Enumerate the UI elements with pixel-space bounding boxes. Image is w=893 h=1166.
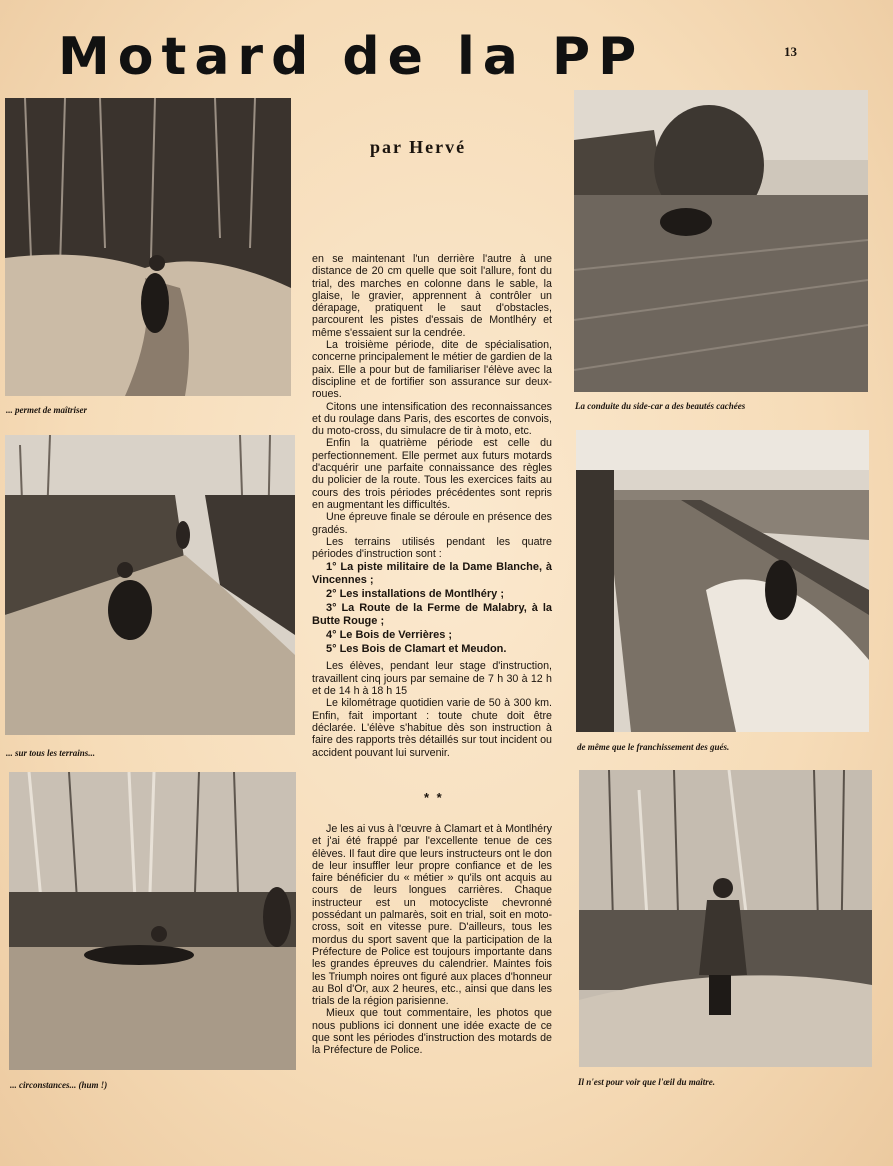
article-paragraph: en se maintenant l'un derrière l'autre à une distance de 20 cm quelle que soit l'allure, font du trial, des marches en colonne dans le sable, la glaise, le gravier, apprennent à contrôler un dérapage, pratiquent le saut d'obstacles, parcourent les pistes d'essais de Montlhéry et même s'essaient sur la cendrée. <box>312 253 552 339</box>
section-separator: * * <box>424 790 444 805</box>
caption-photo-2: ... sur tous les terrains... <box>6 748 96 758</box>
photo-fallen-motorcycle <box>9 772 296 1070</box>
terrain-list-item: 5° Les Bois de Clamart et Meudon. <box>326 643 507 656</box>
photo-ford-crossing <box>576 430 869 732</box>
article-column-top <box>312 253 552 759</box>
caption-photo-3: ... circonstances... (hum !) <box>10 1080 108 1090</box>
terrain-list-item: 2° Les installations de Montlhéry ; <box>326 588 504 601</box>
article-paragraph: Je les ai vus à l'œuvre à Clamart et à Montlhéry et j'ai été frappé par l'excellente tenue de ces élèves. Il faut dire que leurs instructeurs ont le don de leur insuffler leur propre confiance et de les faire bénéficier du « métier » qu'ils ont acquis au cours de leurs longues carrières. Chaque instructeur est un motocycliste chevronné possédant un palmarès, soit en trial, soit en moto-cross, soit en vitesse pure. D'ailleurs, tous les mordus du sport savent que la participation de la Préfecture de Police est toujours importante dans les grandes épreuves du calendrier. Maintes fois les Triumph noires ont figuré aux places d'honneur au Bol d'Or, aux 2 heures, etc., ainsi que dans les trials de la région parisienne. <box>312 823 552 1008</box>
byline: par Hervé <box>370 137 467 157</box>
article-column-bottom <box>312 823 552 1057</box>
article-paragraph: Les terrains utilisés pendant les quatre périodes d'instruction sont : <box>312 535 552 561</box>
terrain-list-item: 3° La Route de la Ferme de Malabry, à la Butte Rouge ; <box>312 602 552 628</box>
article-paragraph: Enfin la quatrième période est celle du perfectionnement. Elle permet aux futurs motards d'acquérir une parfaite connaissance des règles du policier de la route. Tous les exercices faits au cours des trois périodes précédentes sont repris en augmentant les difficultés. <box>312 437 552 511</box>
caption-photo-6: Il n'est pour voir que l'œil du maître. <box>578 1077 716 1087</box>
article-paragraph: La troisième période, dite de spécialisation, concerne principalement le métier de gardien de la paix. Elle a pour but de familiariser l'élève avec la discipline et de fortifier son assurance sur deux-roues. <box>312 339 553 401</box>
terrain-list-item: 4° Le Bois de Verrières ; <box>326 629 453 642</box>
photo-instructor-standing <box>579 770 872 1067</box>
photo-rider-sand-pit <box>5 98 291 396</box>
article-paragraph: Une épreuve finale se déroule en présence des gradés. <box>312 511 552 536</box>
article-paragraph: Le kilométrage quotidien varie de 50 à 300 km. Enfin, fait important : toute chute doit être déclarée. L'élève s'habitue dès son instruction à faire des rapports très détaillés sur tout incident ou accident pouvant lui survenir. <box>312 697 552 759</box>
page-title: Motard de la PP <box>58 27 645 87</box>
caption-photo-4: La conduite du side-car a des beautés cachées <box>575 401 746 411</box>
photo-riders-trail <box>5 435 295 735</box>
page-number: 13 <box>784 44 797 59</box>
article-paragraph: Les élèves, pendant leur stage d'instruction, travaillent cinq jours par semaine de 7 h 30 à 12 h et de 14 h à 18 h 15 <box>312 660 552 698</box>
terrain-list-item: 1° La piste militaire de la Dame Blanche, à Vincennes ; <box>312 561 552 587</box>
article-paragraph: Citons une intensification des reconnaissances et du roulage dans Paris, des escortes de convois, du moto-cross, du simulacre de tir à moto, etc. <box>312 400 552 438</box>
photo-sidecar-field <box>574 90 868 392</box>
caption-photo-1: ... permet de maîtriser <box>6 405 87 415</box>
article-paragraph: Mieux que tout commentaire, les photos que nous publions ici donnent une idée exacte de ce que sont les périodes d'instruction des motards de la Préfecture de Police. <box>312 1007 552 1057</box>
caption-photo-5: de même que le franchissement des gués. <box>577 742 730 752</box>
